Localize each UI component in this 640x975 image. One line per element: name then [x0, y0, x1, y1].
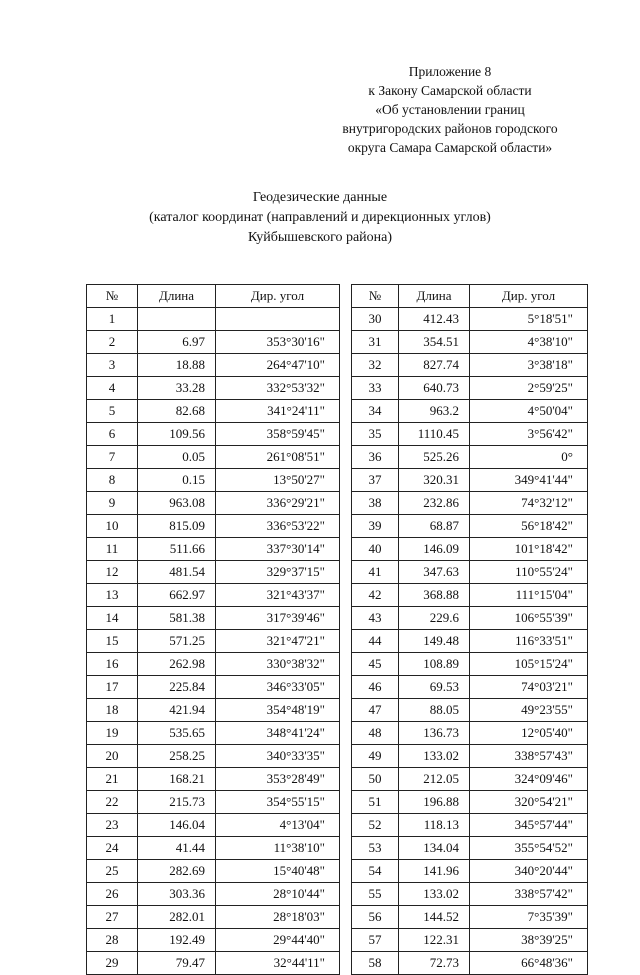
- appendix-header: [300, 62, 600, 157]
- row-number: 12: [87, 561, 138, 584]
- direction-angle: 74°32'12": [470, 492, 588, 515]
- row-number: 17: [87, 676, 138, 699]
- table-row: [352, 837, 588, 860]
- row-number: 45: [352, 653, 399, 676]
- segment-length: 535.65: [138, 722, 216, 745]
- table-row: [87, 653, 340, 676]
- row-number: 2: [87, 331, 138, 354]
- table-row: [352, 308, 588, 331]
- table-row: [87, 952, 340, 975]
- table-row: [87, 561, 340, 584]
- direction-angle: 32°44'11": [216, 952, 340, 975]
- table-row: [87, 630, 340, 653]
- segment-length: 815.09: [138, 515, 216, 538]
- direction-angle: 5°18'51": [470, 308, 588, 331]
- direction-angle: 12°05'40": [470, 722, 588, 745]
- row-number: 55: [352, 883, 399, 906]
- direction-angle: 56°18'42": [470, 515, 588, 538]
- segment-length: 134.04: [399, 837, 470, 860]
- document-title: [90, 188, 550, 248]
- row-number: 23: [87, 814, 138, 837]
- row-number: 25: [87, 860, 138, 883]
- segment-length: 146.09: [399, 538, 470, 561]
- row-number: 34: [352, 400, 399, 423]
- table-row: [352, 883, 588, 906]
- row-number: 54: [352, 860, 399, 883]
- table-body-left: [87, 308, 340, 975]
- segment-length: 258.25: [138, 745, 216, 768]
- direction-angle: 28°18'03": [216, 906, 340, 929]
- table-row: [352, 929, 588, 952]
- table-row: [87, 929, 340, 952]
- segment-length: 0.15: [138, 469, 216, 492]
- table-row: [352, 768, 588, 791]
- direction-angle: 105°15'24": [470, 653, 588, 676]
- table-row: [87, 469, 340, 492]
- row-number: 44: [352, 630, 399, 653]
- table-row: [87, 791, 340, 814]
- segment-length: 412.43: [399, 308, 470, 331]
- segment-length: 511.66: [138, 538, 216, 561]
- direction-angle: 11°38'10": [216, 837, 340, 860]
- direction-angle: 116°33'51": [470, 630, 588, 653]
- segment-length: 571.25: [138, 630, 216, 653]
- direction-angle: 261°08'51": [216, 446, 340, 469]
- row-number: 39: [352, 515, 399, 538]
- direction-angle: 49°23'55": [470, 699, 588, 722]
- row-number: 4: [87, 377, 138, 400]
- table-row: [87, 607, 340, 630]
- row-number: 32: [352, 354, 399, 377]
- row-number: 15: [87, 630, 138, 653]
- row-number: 16: [87, 653, 138, 676]
- row-number: 38: [352, 492, 399, 515]
- direction-angle: [216, 308, 340, 331]
- table-row: [352, 400, 588, 423]
- segment-length: 6.97: [138, 331, 216, 354]
- row-number: 10: [87, 515, 138, 538]
- segment-length: 146.04: [138, 814, 216, 837]
- coordinates-table-right: [351, 284, 588, 975]
- direction-angle: 4°38'10": [470, 331, 588, 354]
- row-number: 58: [352, 952, 399, 975]
- table-row: [87, 745, 340, 768]
- table-row: [87, 883, 340, 906]
- segment-length: 79.47: [138, 952, 216, 975]
- row-number: 21: [87, 768, 138, 791]
- segment-length: 141.96: [399, 860, 470, 883]
- direction-angle: 353°30'16": [216, 331, 340, 354]
- row-number: 41: [352, 561, 399, 584]
- segment-length: 168.21: [138, 768, 216, 791]
- direction-angle: 28°10'44": [216, 883, 340, 906]
- segment-length: 662.97: [138, 584, 216, 607]
- row-number: 22: [87, 791, 138, 814]
- direction-angle: 111°15'04": [470, 584, 588, 607]
- row-number: 40: [352, 538, 399, 561]
- row-number: 5: [87, 400, 138, 423]
- column-header-number: №: [87, 285, 138, 308]
- column-header-angle: Дир. угол: [216, 285, 340, 308]
- row-number: 18: [87, 699, 138, 722]
- row-number: 29: [87, 952, 138, 975]
- table-header-row: [352, 285, 588, 308]
- row-number: 33: [352, 377, 399, 400]
- segment-length: 109.56: [138, 423, 216, 446]
- segment-length: 963.2: [399, 400, 470, 423]
- row-number: 46: [352, 676, 399, 699]
- row-number: 11: [87, 538, 138, 561]
- segment-length: 133.02: [399, 745, 470, 768]
- appendix-line: округа Самара Самарской области»: [347, 140, 553, 155]
- appendix-line: Приложение 8: [408, 64, 492, 79]
- direction-angle: 101°18'42": [470, 538, 588, 561]
- table-row: [87, 837, 340, 860]
- direction-angle: 3°56'42": [470, 423, 588, 446]
- table-row: [352, 561, 588, 584]
- direction-angle: 336°29'21": [216, 492, 340, 515]
- direction-angle: 15°40'48": [216, 860, 340, 883]
- row-number: 43: [352, 607, 399, 630]
- segment-length: 368.88: [399, 584, 470, 607]
- row-number: 3: [87, 354, 138, 377]
- row-number: 47: [352, 699, 399, 722]
- segment-length: 963.08: [138, 492, 216, 515]
- direction-angle: 346°33'05": [216, 676, 340, 699]
- row-number: 37: [352, 469, 399, 492]
- segment-length: 118.13: [399, 814, 470, 837]
- table-row: [352, 515, 588, 538]
- row-number: 52: [352, 814, 399, 837]
- row-number: 31: [352, 331, 399, 354]
- appendix-line: внутригородских районов городского: [342, 121, 558, 136]
- table-row: [87, 814, 340, 837]
- table-row: [352, 584, 588, 607]
- row-number: 48: [352, 722, 399, 745]
- table-row: [87, 377, 340, 400]
- table-row: [352, 653, 588, 676]
- segment-length: 354.51: [399, 331, 470, 354]
- table-row: [87, 492, 340, 515]
- direction-angle: 348°41'24": [216, 722, 340, 745]
- segment-length: 1110.45: [399, 423, 470, 446]
- segment-length: 133.02: [399, 883, 470, 906]
- table-row: [352, 860, 588, 883]
- row-number: 7: [87, 446, 138, 469]
- direction-angle: 338°57'42": [470, 883, 588, 906]
- table-row: [352, 423, 588, 446]
- table-row: [87, 722, 340, 745]
- segment-length: 0.05: [138, 446, 216, 469]
- column-header-number: №: [352, 285, 399, 308]
- direction-angle: 321°47'21": [216, 630, 340, 653]
- table-row: [352, 630, 588, 653]
- row-number: 53: [352, 837, 399, 860]
- direction-angle: 2°59'25": [470, 377, 588, 400]
- direction-angle: 345°57'44": [470, 814, 588, 837]
- table-row: [87, 699, 340, 722]
- segment-length: 282.69: [138, 860, 216, 883]
- segment-length: 421.94: [138, 699, 216, 722]
- title-line: Куйбышевского района): [247, 230, 393, 245]
- segment-length: 640.73: [399, 377, 470, 400]
- segment-length: 18.88: [138, 354, 216, 377]
- direction-angle: 3°38'18": [470, 354, 588, 377]
- row-number: 28: [87, 929, 138, 952]
- table-row: [87, 515, 340, 538]
- table-row: [352, 722, 588, 745]
- segment-length: 41.44: [138, 837, 216, 860]
- row-number: 6: [87, 423, 138, 446]
- direction-angle: 354°55'15": [216, 791, 340, 814]
- segment-length: 215.73: [138, 791, 216, 814]
- row-number: 19: [87, 722, 138, 745]
- direction-angle: 324°09'46": [470, 768, 588, 791]
- segment-length: 282.01: [138, 906, 216, 929]
- table-row: [352, 952, 588, 975]
- direction-angle: 13°50'27": [216, 469, 340, 492]
- segment-length: 481.54: [138, 561, 216, 584]
- row-number: 51: [352, 791, 399, 814]
- direction-angle: 332°53'32": [216, 377, 340, 400]
- coordinates-table-left: [86, 284, 340, 975]
- row-number: 30: [352, 308, 399, 331]
- row-number: 49: [352, 745, 399, 768]
- segment-length: 347.63: [399, 561, 470, 584]
- segment-length: 827.74: [399, 354, 470, 377]
- direction-angle: 66°48'36": [470, 952, 588, 975]
- direction-angle: 29°44'40": [216, 929, 340, 952]
- table-row: [352, 906, 588, 929]
- row-number: 57: [352, 929, 399, 952]
- direction-angle: 110°55'24": [470, 561, 588, 584]
- row-number: 36: [352, 446, 399, 469]
- table-row: [352, 377, 588, 400]
- segment-length: 262.98: [138, 653, 216, 676]
- segment-length: 525.26: [399, 446, 470, 469]
- segment-length: 303.36: [138, 883, 216, 906]
- row-number: 42: [352, 584, 399, 607]
- table-row: [87, 584, 340, 607]
- row-number: 27: [87, 906, 138, 929]
- segment-length: 232.86: [399, 492, 470, 515]
- row-number: 14: [87, 607, 138, 630]
- row-number: 24: [87, 837, 138, 860]
- table-row: [87, 860, 340, 883]
- table-row: [87, 446, 340, 469]
- direction-angle: 317°39'46": [216, 607, 340, 630]
- segment-length: 149.48: [399, 630, 470, 653]
- direction-angle: 7°35'39": [470, 906, 588, 929]
- table-row: [352, 791, 588, 814]
- direction-angle: 329°37'15": [216, 561, 340, 584]
- direction-angle: 337°30'14": [216, 538, 340, 561]
- table-row: [352, 492, 588, 515]
- direction-angle: 340°33'35": [216, 745, 340, 768]
- table-row: [87, 538, 340, 561]
- direction-angle: 264°47'10": [216, 354, 340, 377]
- segment-length: 144.52: [399, 906, 470, 929]
- segment-length: 68.87: [399, 515, 470, 538]
- table-row: [352, 745, 588, 768]
- table-header-row: [87, 285, 340, 308]
- table-row: [87, 331, 340, 354]
- table-row: [352, 814, 588, 837]
- segment-length: 33.28: [138, 377, 216, 400]
- table-row: [87, 676, 340, 699]
- segment-length: [138, 308, 216, 331]
- table-row: [352, 446, 588, 469]
- table-row: [87, 400, 340, 423]
- table-row: [87, 906, 340, 929]
- direction-angle: 340°20'44": [470, 860, 588, 883]
- direction-angle: 336°53'22": [216, 515, 340, 538]
- direction-angle: 320°54'21": [470, 791, 588, 814]
- direction-angle: 353°28'49": [216, 768, 340, 791]
- segment-length: 72.73: [399, 952, 470, 975]
- row-number: 9: [87, 492, 138, 515]
- row-number: 20: [87, 745, 138, 768]
- column-header-length: Длина: [399, 285, 470, 308]
- segment-length: 192.49: [138, 929, 216, 952]
- segment-length: 320.31: [399, 469, 470, 492]
- direction-angle: 321°43'37": [216, 584, 340, 607]
- direction-angle: 355°54'52": [470, 837, 588, 860]
- direction-angle: 4°50'04": [470, 400, 588, 423]
- row-number: 26: [87, 883, 138, 906]
- table-row: [87, 768, 340, 791]
- table-row: [352, 676, 588, 699]
- direction-angle: 4°13'04": [216, 814, 340, 837]
- table-row: [352, 331, 588, 354]
- direction-angle: 106°55'39": [470, 607, 588, 630]
- table-row: [87, 354, 340, 377]
- direction-angle: 38°39'25": [470, 929, 588, 952]
- direction-angle: 358°59'45": [216, 423, 340, 446]
- segment-length: 69.53: [399, 676, 470, 699]
- direction-angle: 349°41'44": [470, 469, 588, 492]
- row-number: 13: [87, 584, 138, 607]
- segment-length: 136.73: [399, 722, 470, 745]
- table-body-right: [352, 308, 588, 975]
- row-number: 50: [352, 768, 399, 791]
- table-row: [352, 354, 588, 377]
- segment-length: 196.88: [399, 791, 470, 814]
- row-number: 8: [87, 469, 138, 492]
- direction-angle: 0°: [470, 446, 588, 469]
- segment-length: 212.05: [399, 768, 470, 791]
- segment-length: 581.38: [138, 607, 216, 630]
- direction-angle: 330°38'32": [216, 653, 340, 676]
- segment-length: 82.68: [138, 400, 216, 423]
- appendix-line: «Об установлении границ: [375, 102, 525, 117]
- appendix-line: к Закону Самарской области: [368, 83, 532, 98]
- title-line: (каталог координат (направлений и дирекционных углов): [149, 210, 491, 225]
- segment-length: 108.89: [399, 653, 470, 676]
- direction-angle: 354°48'19": [216, 699, 340, 722]
- table-row: [352, 469, 588, 492]
- direction-angle: 338°57'43": [470, 745, 588, 768]
- title-line: Геодезические данные: [252, 190, 388, 205]
- segment-length: 229.6: [399, 607, 470, 630]
- table-row: [352, 699, 588, 722]
- table-row: [352, 607, 588, 630]
- row-number: 1: [87, 308, 138, 331]
- table-row: [352, 538, 588, 561]
- row-number: 35: [352, 423, 399, 446]
- direction-angle: 74°03'21": [470, 676, 588, 699]
- column-header-length: Длина: [138, 285, 216, 308]
- row-number: 56: [352, 906, 399, 929]
- direction-angle: 341°24'11": [216, 400, 340, 423]
- segment-length: 225.84: [138, 676, 216, 699]
- table-row: [87, 308, 340, 331]
- segment-length: 88.05: [399, 699, 470, 722]
- column-header-angle: Дир. угол: [470, 285, 588, 308]
- segment-length: 122.31: [399, 929, 470, 952]
- table-row: [87, 423, 340, 446]
